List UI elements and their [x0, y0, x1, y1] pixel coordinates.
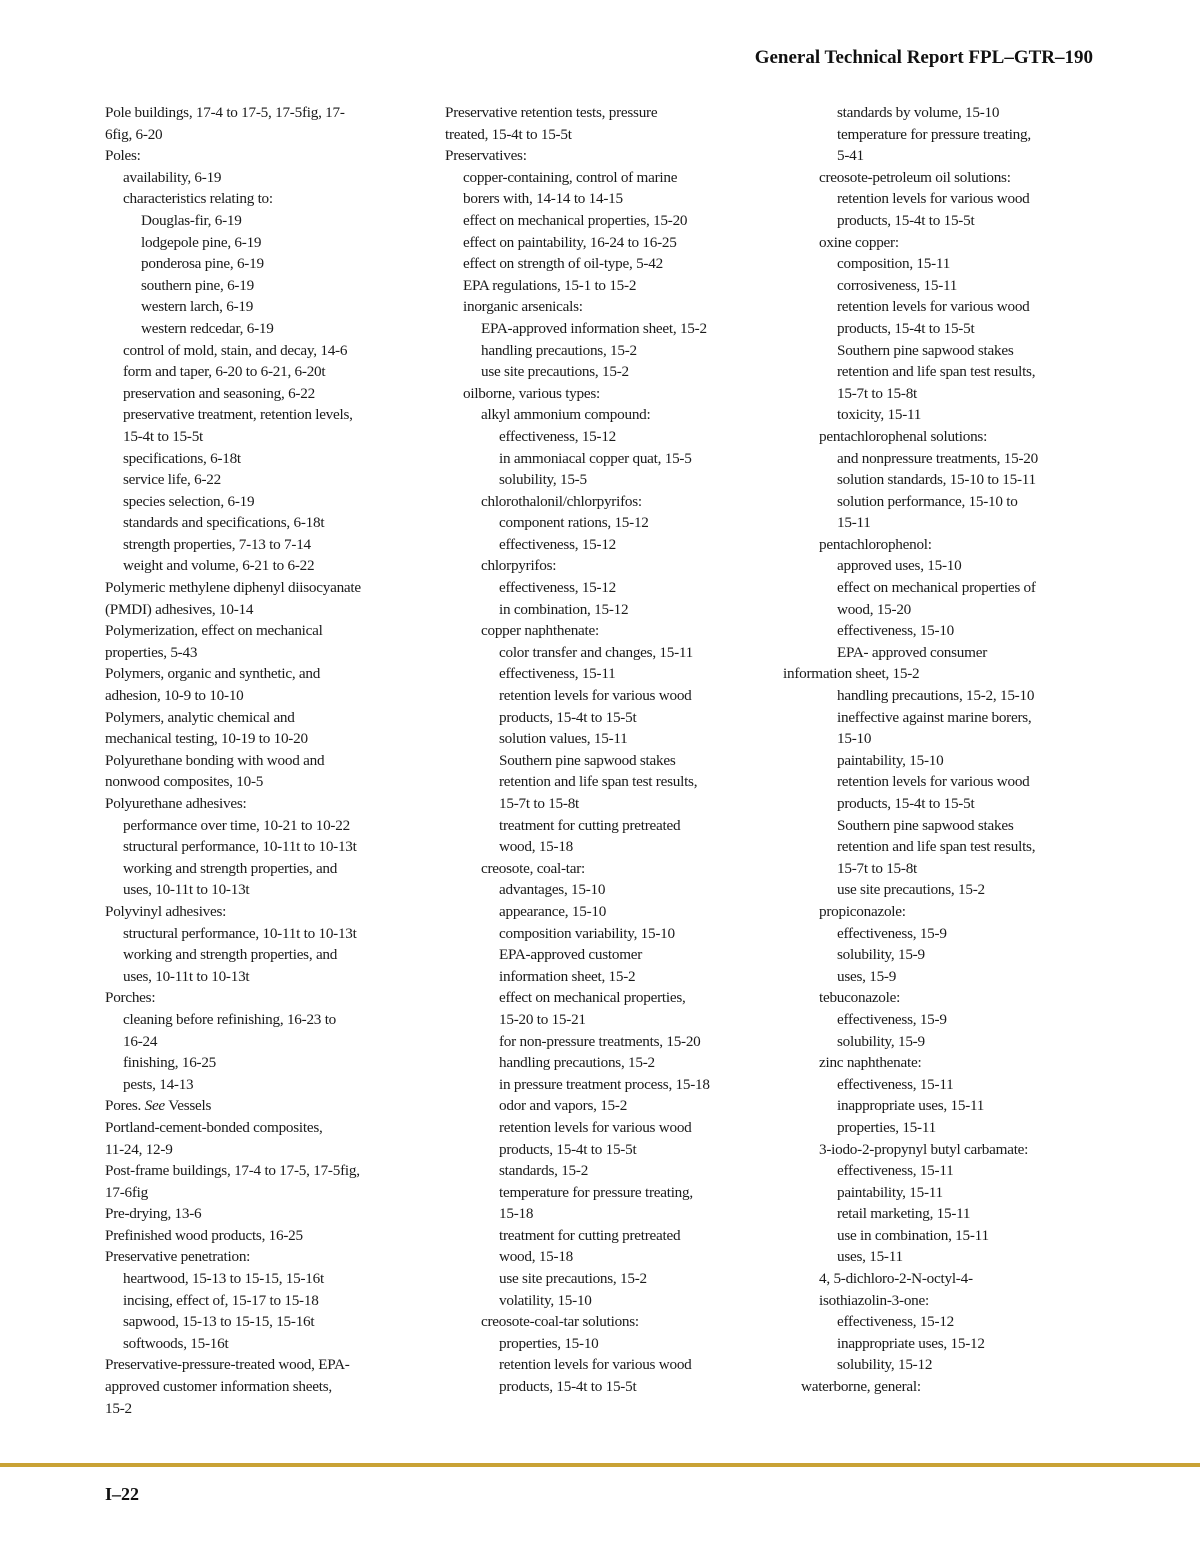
index-line: structural performance, 10-11t to 10-13t	[123, 838, 357, 856]
index-line: effectiveness, 15-11	[837, 1075, 954, 1093]
index-line: structural performance, 10-11t to 10-13t	[123, 924, 357, 942]
index-line: 11-24, 12-9	[105, 1140, 173, 1158]
index-line: composition, 15-11	[837, 255, 951, 273]
index-line: Polymeric methylene diphenyl diisocyanate	[105, 579, 361, 597]
index-line: Southern pine sapwood stakes	[837, 341, 1014, 359]
index-line: wood, 15-20	[837, 600, 912, 618]
index-line: Polymerization, effect on mechanical	[105, 622, 323, 640]
index-line: Preservative penetration:	[105, 1248, 251, 1266]
index-line: retail marketing, 15-11	[837, 1205, 971, 1223]
index-line: in pressure treatment process, 15-18	[499, 1075, 710, 1093]
index-line: EPA- approved consumer	[837, 643, 988, 661]
index-line: Pores. See Vessels	[105, 1097, 212, 1115]
index-line: availability, 6-19	[123, 168, 222, 186]
index-line: treated, 15-4t to 15-5t	[445, 125, 572, 143]
index-line: creosote, coal-tar:	[481, 859, 586, 877]
index-line: inappropriate uses, 15-11	[837, 1097, 985, 1115]
index-line: control of mold, stain, and decay, 14-6	[123, 341, 348, 359]
index-line: in combination, 15-12	[499, 600, 629, 618]
index-line: products, 15-4t to 15-5t	[837, 211, 975, 229]
index-line: 3-iodo-2-propynyl butyl carbamate:	[819, 1140, 1029, 1158]
index-line: advantages, 15-10	[499, 881, 606, 899]
index-line: effect on mechanical properties, 15-20	[463, 211, 688, 229]
index-line: western redcedar, 6-19	[141, 319, 274, 337]
index-line: sapwood, 15-13 to 15-15, 15-16t	[123, 1313, 315, 1331]
index-line: effectiveness, 15-11	[837, 1162, 954, 1180]
index-line: tebuconazole:	[819, 989, 901, 1007]
index-line: 6fig, 6-20	[105, 125, 163, 143]
index-line: corrosiveness, 15-11	[837, 276, 958, 294]
index-line: preservation and seasoning, 6-22	[123, 384, 315, 402]
index-line: specifications, 6-18t	[123, 449, 241, 467]
index-line: EPA-approved customer	[499, 946, 643, 964]
index-line: use site precautions, 15-2	[481, 363, 629, 381]
index-line: western larch, 6-19	[141, 298, 254, 316]
index-line: waterborne, general:	[801, 1378, 921, 1396]
index-line: (PMDI) adhesives, 10-14	[105, 600, 254, 618]
index-line: effectiveness, 15-9	[837, 1010, 947, 1028]
report-title: General Technical Report FPL–GTR–190	[754, 47, 1093, 68]
index-line: effectiveness, 15-9	[837, 924, 947, 942]
index-line: treatment for cutting pretreated	[499, 816, 681, 834]
index-line: retention and life span test results,	[837, 363, 1036, 381]
footer-rule	[0, 1463, 1200, 1467]
index-line: information sheet, 15-2	[783, 665, 920, 683]
index-line: color transfer and changes, 15-11	[499, 643, 694, 661]
index-line: effectiveness, 15-11	[499, 665, 616, 683]
index-line: handling precautions, 15-2	[481, 341, 637, 359]
index-column-2	[445, 102, 775, 1398]
index-line: paintability, 15-10	[837, 751, 944, 769]
index-line: appearance, 15-10	[499, 902, 607, 920]
index-line: characteristics relating to:	[123, 190, 273, 208]
index-line: and nonpressure treatments, 15-20	[837, 449, 1038, 467]
index-line: pentachlorophenal solutions:	[819, 427, 988, 445]
index-line: retention levels for various wood	[837, 298, 1030, 316]
index-line: adhesion, 10-9 to 10-10	[105, 687, 244, 705]
index-line: approved customer information sheets,	[105, 1378, 332, 1396]
index-line: Preservative retention tests, pressure	[445, 104, 658, 121]
index-line: standards and specifications, 6-18t	[123, 514, 325, 532]
index-line: chlorothalonil/chlorpyrifos:	[481, 492, 642, 510]
index-line: 15-18	[499, 1205, 534, 1223]
index-line: products, 15-4t to 15-5t	[499, 1140, 637, 1158]
index-line: southern pine, 6-19	[141, 276, 254, 294]
index-line: 16-24	[123, 1032, 158, 1050]
index-line: Porches:	[105, 989, 156, 1007]
index-line: properties, 15-10	[499, 1334, 599, 1352]
index-line: inorganic arsenicals:	[463, 298, 583, 316]
index-line: effectiveness, 15-10	[837, 622, 955, 640]
index-line: Polyurethane bonding with wood and	[105, 751, 325, 769]
index-line: finishing, 16-25	[123, 1054, 217, 1072]
index-line: oxine copper:	[819, 233, 899, 251]
index-line: mechanical testing, 10-19 to 10-20	[105, 730, 308, 748]
index-line: composition variability, 15-10	[499, 924, 675, 942]
index-line: EPA-approved information sheet, 15-2	[481, 319, 707, 337]
index-line: performance over time, 10-21 to 10-22	[123, 816, 350, 834]
index-line: wood, 15-18	[499, 1248, 574, 1266]
index-line: solubility, 15-5	[499, 471, 587, 489]
index-line: retention levels for various wood	[837, 773, 1030, 791]
index-line: creosote-petroleum oil solutions:	[819, 168, 1011, 186]
index-line: solubility, 15-9	[837, 1032, 925, 1050]
index-line: Polyvinyl adhesives:	[105, 902, 227, 920]
index-line: toxicity, 15-11	[837, 406, 922, 424]
index-line: inappropriate uses, 15-12	[837, 1334, 985, 1352]
index-line: odor and vapors, 15-2	[499, 1097, 628, 1115]
index-line: Pole buildings, 17-4 to 17-5, 17-5fig, 17-	[105, 104, 345, 121]
index-line: effect on strength of oil-type, 5-42	[463, 255, 663, 273]
index-line: preservative treatment, retention levels,	[123, 406, 353, 424]
index-line: form and taper, 6-20 to 6-21, 6-20t	[123, 363, 326, 381]
index-line: products, 15-4t to 15-5t	[499, 708, 637, 726]
index-line: properties, 15-11	[837, 1118, 936, 1136]
index-line: retention levels for various wood	[499, 1118, 692, 1136]
index-line: 15-10	[837, 730, 872, 748]
index-line: lodgepole pine, 6-19	[141, 233, 262, 251]
index-line: handling precautions, 15-2	[499, 1054, 655, 1072]
index-line: Douglas-fir, 6-19	[141, 211, 242, 229]
index-line: cleaning before refinishing, 16-23 to	[123, 1010, 337, 1028]
index-line: 15-7t to 15-8t	[837, 384, 918, 402]
index-line: uses, 10-11t to 10-13t	[123, 881, 250, 899]
index-line: effect on paintability, 16-24 to 16-25	[463, 233, 677, 251]
index-line: effectiveness, 15-12	[499, 535, 617, 553]
index-line: weight and volume, 6-21 to 6-22	[123, 557, 315, 575]
index-line: component rations, 15-12	[499, 514, 649, 532]
index-line: solution performance, 15-10 to	[837, 492, 1018, 510]
index-line: creosote-coal-tar solutions:	[481, 1313, 639, 1331]
index-line: for non-pressure treatments, 15-20	[499, 1032, 701, 1050]
index-line: effect on mechanical properties,	[499, 989, 686, 1007]
index-line: 4, 5-dichloro-2-N-octyl-4-	[819, 1270, 973, 1288]
index-line: ponderosa pine, 6-19	[141, 255, 264, 273]
index-line: incising, effect of, 15-17 to 15-18	[123, 1291, 319, 1309]
index-line: information sheet, 15-2	[499, 967, 636, 985]
index-line: in ammoniacal copper quat, 15-5	[499, 449, 692, 467]
index-line: use site precautions, 15-2	[499, 1270, 647, 1288]
index-line: Polyurethane adhesives:	[105, 795, 247, 812]
index-line: species selection, 6-19	[123, 492, 255, 510]
index-line: uses, 10-11t to 10-13t	[123, 967, 250, 985]
index-line: retention and life span test results,	[499, 773, 698, 791]
index-line: 15-2	[105, 1399, 132, 1417]
index-line: treatment for cutting pretreated	[499, 1226, 681, 1244]
index-line: isothiazolin-3-one:	[819, 1291, 929, 1309]
index-line: Portland-cement-bonded composites,	[105, 1118, 323, 1136]
index-line: temperature for pressure treating,	[499, 1183, 693, 1201]
index-line: service life, 6-22	[123, 471, 221, 489]
index-line: solubility, 15-12	[837, 1356, 933, 1374]
index-line: pests, 14-13	[123, 1075, 194, 1093]
index-line: Southern pine sapwood stakes	[837, 816, 1014, 834]
index-line: Preservative-pressure-treated wood, EPA-	[105, 1356, 350, 1374]
index-line: temperature for pressure treating,	[837, 125, 1031, 143]
index-line: working and strength properties, and	[123, 859, 338, 877]
index-line: standards, 15-2	[499, 1162, 589, 1180]
index-line: retention levels for various wood	[499, 1356, 692, 1374]
index-line: wood, 15-18	[499, 838, 574, 856]
index-line: EPA regulations, 15-1 to 15-2	[463, 276, 637, 294]
index-line: Southern pine sapwood stakes	[499, 751, 676, 769]
index-line: solution standards, 15-10 to 15-11	[837, 471, 1036, 489]
index-line: alkyl ammonium compound:	[481, 406, 651, 424]
index-line: oilborne, various types:	[463, 384, 600, 402]
index-line: Polymers, analytic chemical and	[105, 708, 295, 726]
index-line: 15-11	[837, 514, 871, 532]
index-line: ineffective against marine borers,	[837, 708, 1032, 726]
index-column-1	[105, 102, 435, 1419]
index-line: retention and life span test results,	[837, 838, 1036, 856]
index-line: Prefinished wood products, 16-25	[105, 1226, 303, 1244]
index-line: heartwood, 15-13 to 15-15, 15-16t	[123, 1270, 324, 1288]
index-line: retention levels for various wood	[837, 190, 1030, 208]
index-line: solubility, 15-9	[837, 946, 925, 964]
index-line: softwoods, 15-16t	[123, 1334, 229, 1352]
index-line: 17-6fig	[105, 1183, 148, 1201]
index-line: zinc naphthenate:	[819, 1054, 922, 1072]
index-line: Post-frame buildings, 17-4 to 17-5, 17-5fig,	[105, 1162, 360, 1180]
index-line: propiconazole:	[819, 902, 906, 920]
index-line: 15-7t to 15-8t	[499, 795, 580, 812]
index-line: copper-containing, control of marine	[463, 168, 678, 186]
index-line: use site precautions, 15-2	[837, 881, 985, 899]
index-line: effectiveness, 15-12	[837, 1313, 955, 1331]
index-line: working and strength properties, and	[123, 946, 338, 964]
index-line: products, 15-4t to 15-5t	[837, 319, 975, 337]
index-line: products, 15-4t to 15-5t	[499, 1378, 637, 1396]
index-line: properties, 5-43	[105, 643, 198, 661]
index-line: effect on mechanical properties of	[837, 579, 1036, 597]
index-line: use in combination, 15-11	[837, 1226, 989, 1244]
index-line: effectiveness, 15-12	[499, 579, 617, 597]
index-line: chlorpyrifos:	[481, 557, 557, 575]
index-line: 15-20 to 15-21	[499, 1010, 586, 1028]
page-number: I–22	[105, 1484, 140, 1504]
index-line: pentachlorophenol:	[819, 535, 932, 553]
index-line: Preservatives:	[445, 147, 527, 165]
index-line: volatility, 15-10	[499, 1291, 592, 1309]
index-line: strength properties, 7-13 to 7-14	[123, 535, 311, 553]
index-line: Pre-drying, 13-6	[105, 1205, 202, 1223]
index-line: nonwood composites, 10-5	[105, 773, 264, 791]
index-line: Polymers, organic and synthetic, and	[105, 665, 321, 683]
index-line: borers with, 14-14 to 14-15	[463, 190, 623, 208]
index-line: handling precautions, 15-2, 15-10	[837, 687, 1035, 705]
index-line: uses, 15-11	[837, 1248, 903, 1266]
index-line: 15-4t to 15-5t	[123, 427, 204, 445]
index-line: approved uses, 15-10	[837, 557, 962, 575]
index-line: solution values, 15-11	[499, 730, 628, 748]
index-line: 5-41	[837, 147, 864, 165]
index-line: retention levels for various wood	[499, 687, 692, 705]
index-line: standards by volume, 15-10	[837, 104, 1000, 121]
index-line: products, 15-4t to 15-5t	[837, 795, 975, 812]
index-line: paintability, 15-11	[837, 1183, 943, 1201]
index-line: copper naphthenate:	[481, 622, 599, 640]
index-line: Poles:	[105, 147, 141, 165]
index-line: 15-7t to 15-8t	[837, 859, 918, 877]
index-column-3	[783, 102, 1113, 1398]
index-line: effectiveness, 15-12	[499, 427, 617, 445]
index-line: uses, 15-9	[837, 967, 897, 985]
